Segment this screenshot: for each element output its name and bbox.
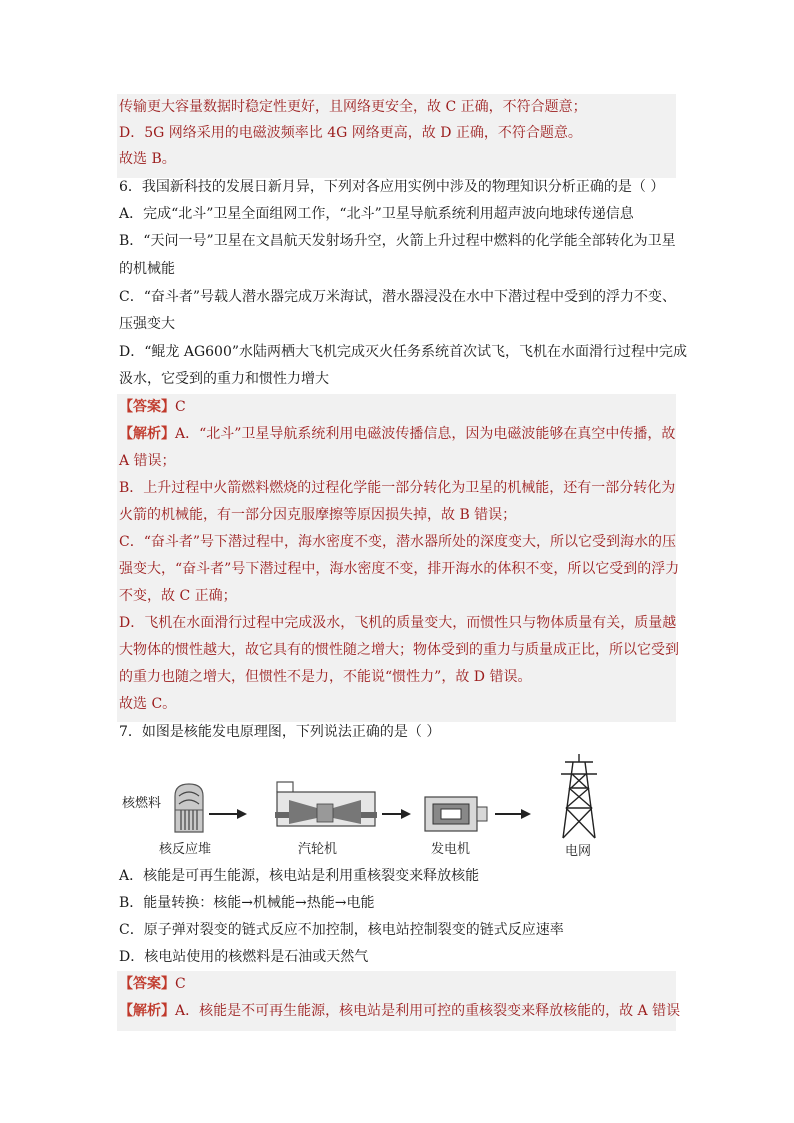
q6-stem: 6．我国新科技的发展日新月异，下列对各应用实例中涉及的物理知识分析正确的是（ ）: [119, 179, 665, 195]
q6-analysis-line-8: D．飞机在水面滑行过程中完成汲水，飞机的质量变大，而惯性只与物体质量有关，质量越: [119, 615, 677, 631]
top-analysis-line-2: D．5G 网络采用的电磁波频率比 4G 网络更高，故 D 正确，不符合题意。: [119, 125, 582, 141]
q7-option-c: C．原子弹对裂变的链式反应不加控制，核电站控制裂变的链式反应速率: [119, 922, 564, 938]
q7-option-a: A．核能是可再生能源，核电站是利用重核裂变来释放核能: [119, 868, 480, 884]
q7-answer: [119, 971, 186, 997]
q7-option-b: B．能量转换：核能→机械能→热能→电能: [119, 895, 375, 911]
top-analysis-conclusion: 故选 B。: [119, 151, 176, 167]
power-tower-icon: [561, 754, 597, 838]
answer-value: C: [175, 399, 186, 415]
q7-stem: 7．如图是核能发电原理图，下列说法正确的是（ ）: [119, 724, 441, 740]
q6-analysis-conclusion: 故选 C。: [119, 696, 177, 712]
q6-option-a: A．完成“北斗”卫星全面组网工作，“北斗”卫星导航系统利用超声波向地球传递信息: [119, 206, 634, 222]
q6-analysis-line-3: B．上升过程中火箭燃料燃烧的过程化学能一部分转化为卫星的机械能，还有一部分转化为: [119, 480, 676, 496]
analysis-tag: 【解析】: [119, 1003, 175, 1019]
turbine-icon: [275, 782, 377, 826]
q6-analysis-line-10: 的重力也随之增大，但惯性不是力，不能说“惯性力”，故 D 错误。: [119, 669, 532, 685]
q6-analysis-line-1: [119, 421, 675, 447]
generator-label: 发电机: [431, 842, 471, 857]
reactor-label: 核反应堆: [159, 842, 212, 857]
answer-tag: 【答案】: [119, 976, 175, 992]
fuel-label: 核燃料: [122, 796, 162, 811]
grid-label: 电网: [565, 844, 592, 859]
arrow-icon: [382, 809, 411, 819]
answer-tag: 【答案】: [119, 399, 175, 415]
q6-option-b-line-1: B．“天问一号”卫星在文昌航天发射场升空，火箭上升过程中燃料的化学能全部转化为卫星: [119, 233, 676, 249]
q6-option-d-line-1: D．“鲲龙 AG600”水陆两栖大飞机完成灭火任务系统首次试飞，飞机在水面滑行过程中完成: [119, 344, 688, 360]
analysis-text: A．“北斗”卫星导航系统利用电磁波传播信息，因为电磁波能够在真空中传播，故: [175, 426, 676, 442]
generator-icon: [425, 797, 487, 831]
q7-analysis-line-1: [119, 998, 680, 1024]
q6-answer: [119, 394, 186, 420]
q6-analysis-line-7: 不变，故 C 正确；: [119, 588, 237, 604]
q6-option-c-line-2: 压强变大: [119, 316, 175, 332]
turbine-label: 汽轮机: [298, 842, 338, 857]
q6-analysis-line-9: 大物体的惯性越大，故它具有的惯性随之增大；物体受到的重力与质量成正比，所以它受到: [119, 642, 679, 658]
q6-option-c-line-1: C．“奋斗者”号载人潜水器完成万米海试，潜水器浸没在水中下潜过程中受到的浮力不变、: [119, 289, 677, 305]
q6-analysis-line-5: C．“奋斗者”号下潜过程中，海水密度不变，潜水器所处的深度变大，所以它受到海水的压: [119, 534, 677, 550]
q6-option-b-line-2: 的机械能: [119, 261, 175, 277]
top-analysis-line-1: 传输更大容量数据时稳定性更好，且网络更安全，故 C 正确，不符合题意；: [119, 99, 587, 115]
q6-analysis-line-2: A 错误；: [119, 453, 176, 469]
reactor-icon: [175, 784, 203, 832]
arrow-icon: [495, 809, 531, 819]
q7-option-d: D．核电站使用的核燃料是石油或天然气: [119, 949, 369, 965]
q6-analysis-line-6: 强变大，“奋斗者”号下潜过程中，海水密度不变，排开海水的体积不变，所以它受到的浮力: [119, 561, 680, 577]
analysis-text: A．核能是不可再生能源，核电站是利用可控的重核裂变来释放核能的，故 A 错误: [175, 1003, 681, 1019]
q6-option-d-line-2: 汲水，它受到的重力和惯性力增大: [119, 371, 329, 387]
nuclear-power-diagram: [117, 752, 617, 862]
q6-analysis-line-4: 火箭的机械能，有一部分因克服摩擦等原因损失掉，故 B 错误；: [119, 507, 517, 523]
answer-value: C: [175, 976, 186, 992]
arrow-icon: [209, 809, 247, 819]
analysis-tag: 【解析】: [119, 426, 175, 442]
